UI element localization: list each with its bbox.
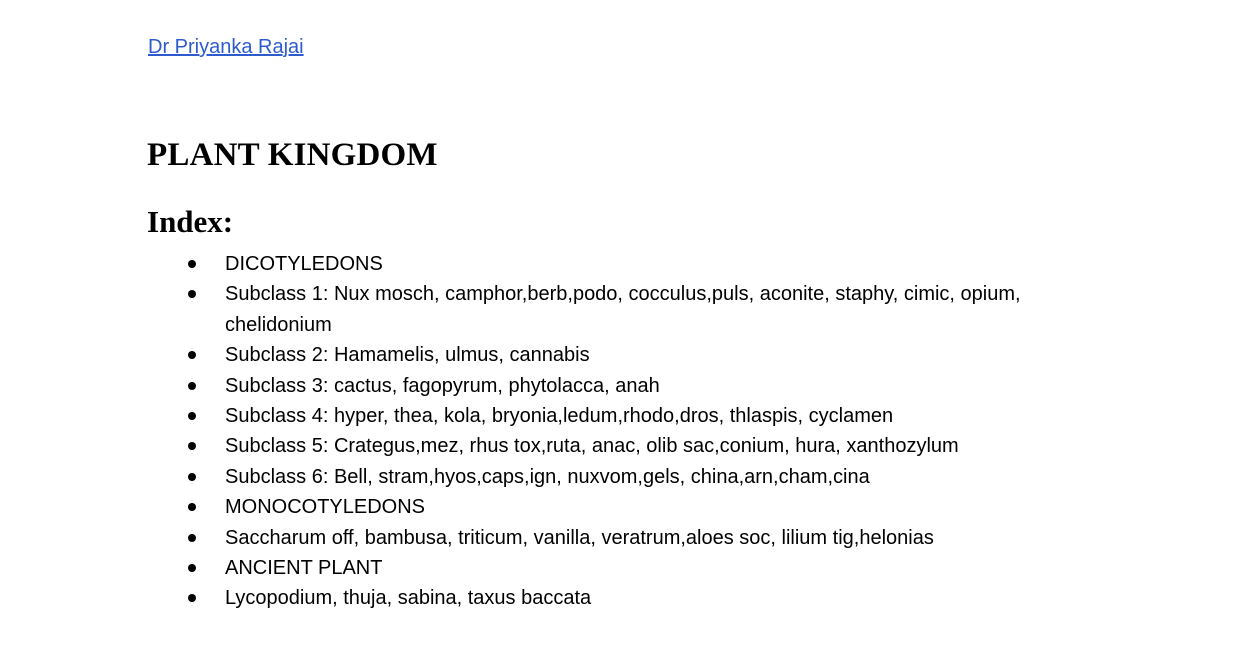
list-item <box>148 401 1108 431</box>
list-item-text: Subclass 6: Bell, stram,hyos,caps,ign, nuxvom,gels, china,arn,cham,cina <box>225 465 870 488</box>
list-item-text: ANCIENT PLANT <box>225 557 383 580</box>
list-item <box>148 462 1108 492</box>
list-item-text: Subclass 1: Nux mosch, camphor,berb,podo, cocculus,puls, aconite, staphy, cimic, opium, chelidonium <box>225 283 1021 336</box>
index-list <box>148 249 1108 614</box>
list-item <box>148 279 1108 340</box>
bullet-icon <box>188 534 196 542</box>
list-item-text: Saccharum off, bambusa, triticum, vanilla, veratrum,aloes soc, lilium tig,helonias <box>225 526 934 549</box>
list-item-text: Subclass 4: hyper, thea, kola, bryonia,ledum,rhodo,dros, thlaspis, cyclamen <box>225 405 894 428</box>
list-item-text: DICOTYLEDONS <box>225 253 383 275</box>
list-item-text: Lycopodium, thuja, sabina, taxus baccata <box>225 587 592 610</box>
bullet-icon <box>188 473 196 481</box>
list-item <box>148 583 1108 613</box>
list-item <box>148 492 1108 522</box>
list-item <box>148 371 1108 401</box>
list-item <box>148 553 1108 583</box>
list-item <box>148 249 1108 279</box>
bullet-icon <box>188 442 196 450</box>
list-item <box>148 431 1108 461</box>
author-link[interactable]: Dr Priyanka Rajai <box>148 36 304 58</box>
bullet-icon <box>188 564 196 572</box>
list-item-text: Subclass 3: cactus, fagopyrum, phytolacca, anah <box>225 374 660 397</box>
bullet-icon <box>188 290 196 298</box>
bullet-icon <box>188 382 196 390</box>
list-item-text: Subclass 5: Crategus,mez, rhus tox,ruta, anac, olib sac,conium, hura, xanthozylum <box>225 435 959 458</box>
list-item <box>148 340 1108 370</box>
bullet-icon <box>188 503 196 511</box>
bullet-icon <box>188 594 196 602</box>
document-title: PLANT KINGDOM <box>147 137 438 173</box>
index-heading: Index: <box>147 204 234 239</box>
bullet-icon <box>188 351 196 359</box>
bullet-icon <box>188 412 196 420</box>
list-item-text: MONOCOTYLEDONS <box>225 496 426 519</box>
list-item <box>148 523 1108 553</box>
list-item-text: Subclass 2: Hamamelis, ulmus, cannabis <box>225 344 590 367</box>
bullet-icon <box>188 260 196 268</box>
